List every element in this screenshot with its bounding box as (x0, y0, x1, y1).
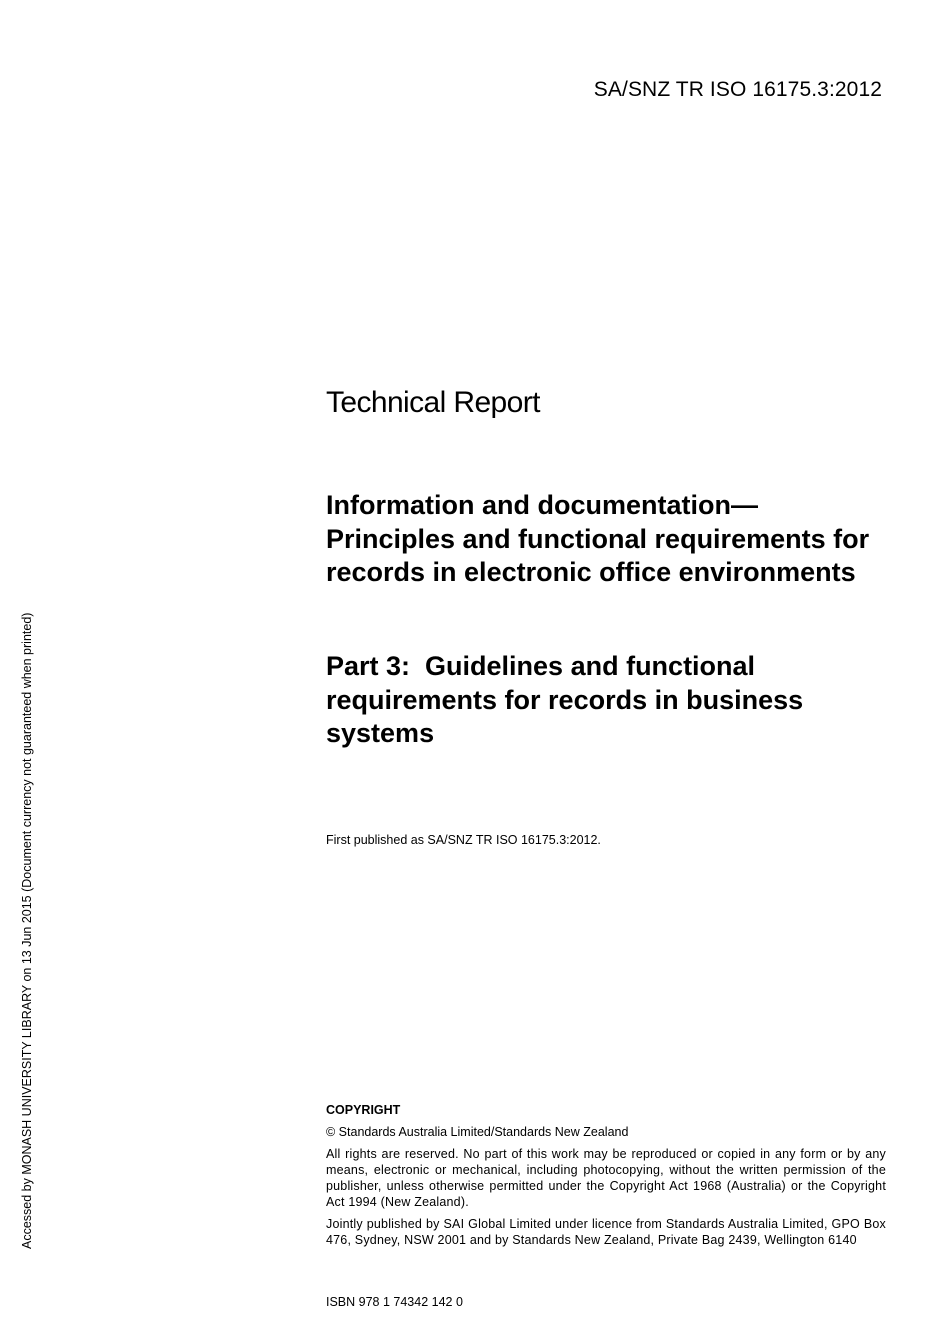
part-title: Part 3: Guidelines and functional requirements for records in business systems (326, 651, 804, 748)
copyright-rights: All rights are reserved. No part of this work may be reproduced or copied in any form or by any means, electronic or mechanical, including photocopying, without the written permission of the publisher, unless otherwise permitted under the Copyright Act 1968 (Australia) or the Copyright Act 1994 (New Zealand). (326, 1147, 886, 1209)
first-published-note: First published as SA/SNZ TR ISO 16175.3:2012. (326, 833, 601, 847)
copyright-block (326, 1102, 886, 1254)
copyright-owner: © Standards Australia Limited/Standards New Zealand (326, 1125, 629, 1139)
report-type-heading: Technical Report (326, 386, 540, 419)
isbn: ISBN 978 1 74342 142 0 (326, 1295, 463, 1309)
copyright-publisher: Jointly published by SAI Global Limited under licence from Standards Australia Limited, GPO Box 476, Sydney, NSW 2001 and by Standards New Zealand, Private Bag 2439, Wellington 6140 (326, 1217, 886, 1247)
copyright-heading: COPYRIGHT (326, 1103, 401, 1117)
document-title: Information and documentation— Principles and functional requirements for records in electronic office environments (326, 490, 870, 587)
access-side-note: Accessed by MONASH UNIVERSITY LIBRARY on 13 Jun 2015 (Document currency not guaranteed when printed) (20, 612, 34, 1249)
standard-number: SA/SNZ TR ISO 16175.3:2012 (593, 78, 882, 101)
